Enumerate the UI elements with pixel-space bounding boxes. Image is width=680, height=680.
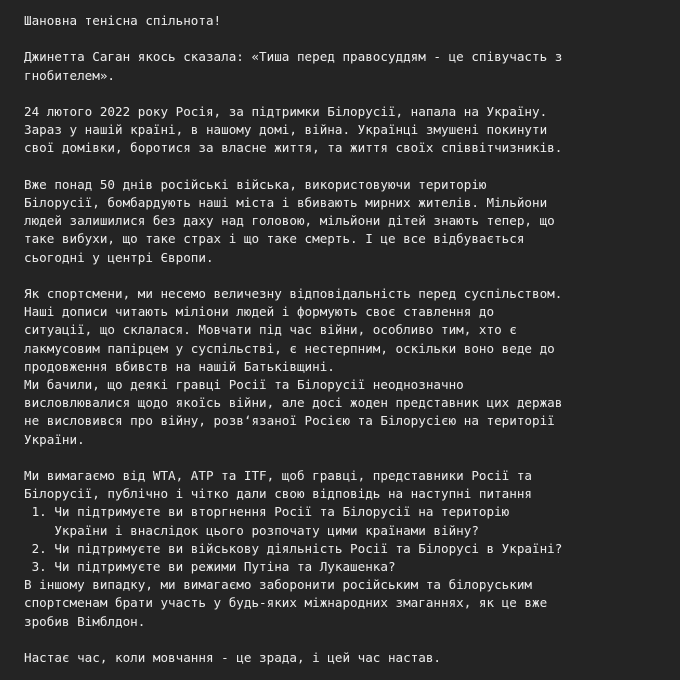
text-line: ситуації, що склалася. Мовчати під час війни, особливо тим, хто є [24,322,517,338]
text-line: 2. Чи підтримуєте ви військову діяльність Росії та Білорусі в Україні? [24,540,563,556]
text-line: Ми бачили, що деякі гравці Росії та Білорусії неоднозначно [24,377,464,392]
text-line: продовження вбивств на нашій Батьківщині. [24,358,335,374]
text-line: лакмусовим папірцем у суспільстві, є нестерпним, оскільки воно веде до [24,340,555,356]
text-line: Настає час, коли мовчання - це зрада, і цей час настав. [24,650,442,666]
text-line: Білорусії, публічно і чітко дали свою відповідь на наступні питання [24,486,532,502]
text-line: України. [24,431,85,447]
text-line: Як спортсмени, ми несемо величезну відповідальність перед суспільством. [24,285,563,301]
questions-list [24,503,668,576]
text-line: Зараз у нашій країні, в нашому домі, війна. Українці змушені покинути [24,122,548,138]
quote-paragraph [24,48,668,84]
text-line: 3. Чи підтримуєте ви режими Путіна та Лукашенка? [24,559,396,575]
demands-paragraph [24,467,668,631]
text-line: спортсменам брати участь у будь-яких міжнародних змаганнях, як це вже [24,595,548,611]
text-line: таке вибухи, що таке страх і що таке смерть. І це все відбувається [24,231,525,247]
question-item [24,558,668,576]
text-line: Білорусії, бомбардують наші міста і вбивають мирних жителів. Мільйони [24,194,548,210]
text-line: людей залишилися без даху над головою, мільйони дітей знають тепер, що [24,213,555,229]
text-line: висловлювалися щодо якоїсь війни, але досі жоден представник цих держав [24,395,563,411]
text-line: В іншому випадку, ми вимагаємо заборонити російським та білоруським [24,577,532,593]
question-item [24,503,668,539]
text-line: зробив Вімблдон. [24,613,146,629]
text-line: Вже понад 50 днів російські війська, використовуючи територію [24,176,487,192]
question-item [24,540,668,558]
text-line: свої домівки, боротися за власне життя, та життя своїх співвітчизників. [24,140,563,156]
greeting [24,12,668,30]
closing-line [24,649,668,667]
text-line: Наші дописи читають мілiони людей і формують своє ставлення до [24,304,495,320]
text-line: Ми вимагаємо від WTA, ATP та ITF, щоб гравці, представники Росії та [24,468,532,483]
text-line: Джинетта Саган якось сказала: «Тиша перед правосуддям - це співучасть з [24,49,563,65]
text-line: сьогодні у центрі Європи. [24,249,214,265]
responsibility-paragraph [24,285,668,449]
bombing-paragraph [24,176,668,267]
text-line: гнобителем». [24,67,115,83]
text-line: 1. Чи підтримуєте ви вторгнення Росії та Білорусії на територію [24,504,510,520]
text-line: 24 лютого 2022 року Росія, за підтримки Білорусії, напала на Україну. [24,103,548,119]
text-line: Шановна тенісна спільнота! [24,13,222,28]
text-line: України і внаслідок цього розпочату цими країнами війну? [24,522,479,538]
invasion-paragraph [24,103,668,158]
text-line: не висловився про війну, розв‘язаної Росією та Білорусією на території [24,413,555,429]
